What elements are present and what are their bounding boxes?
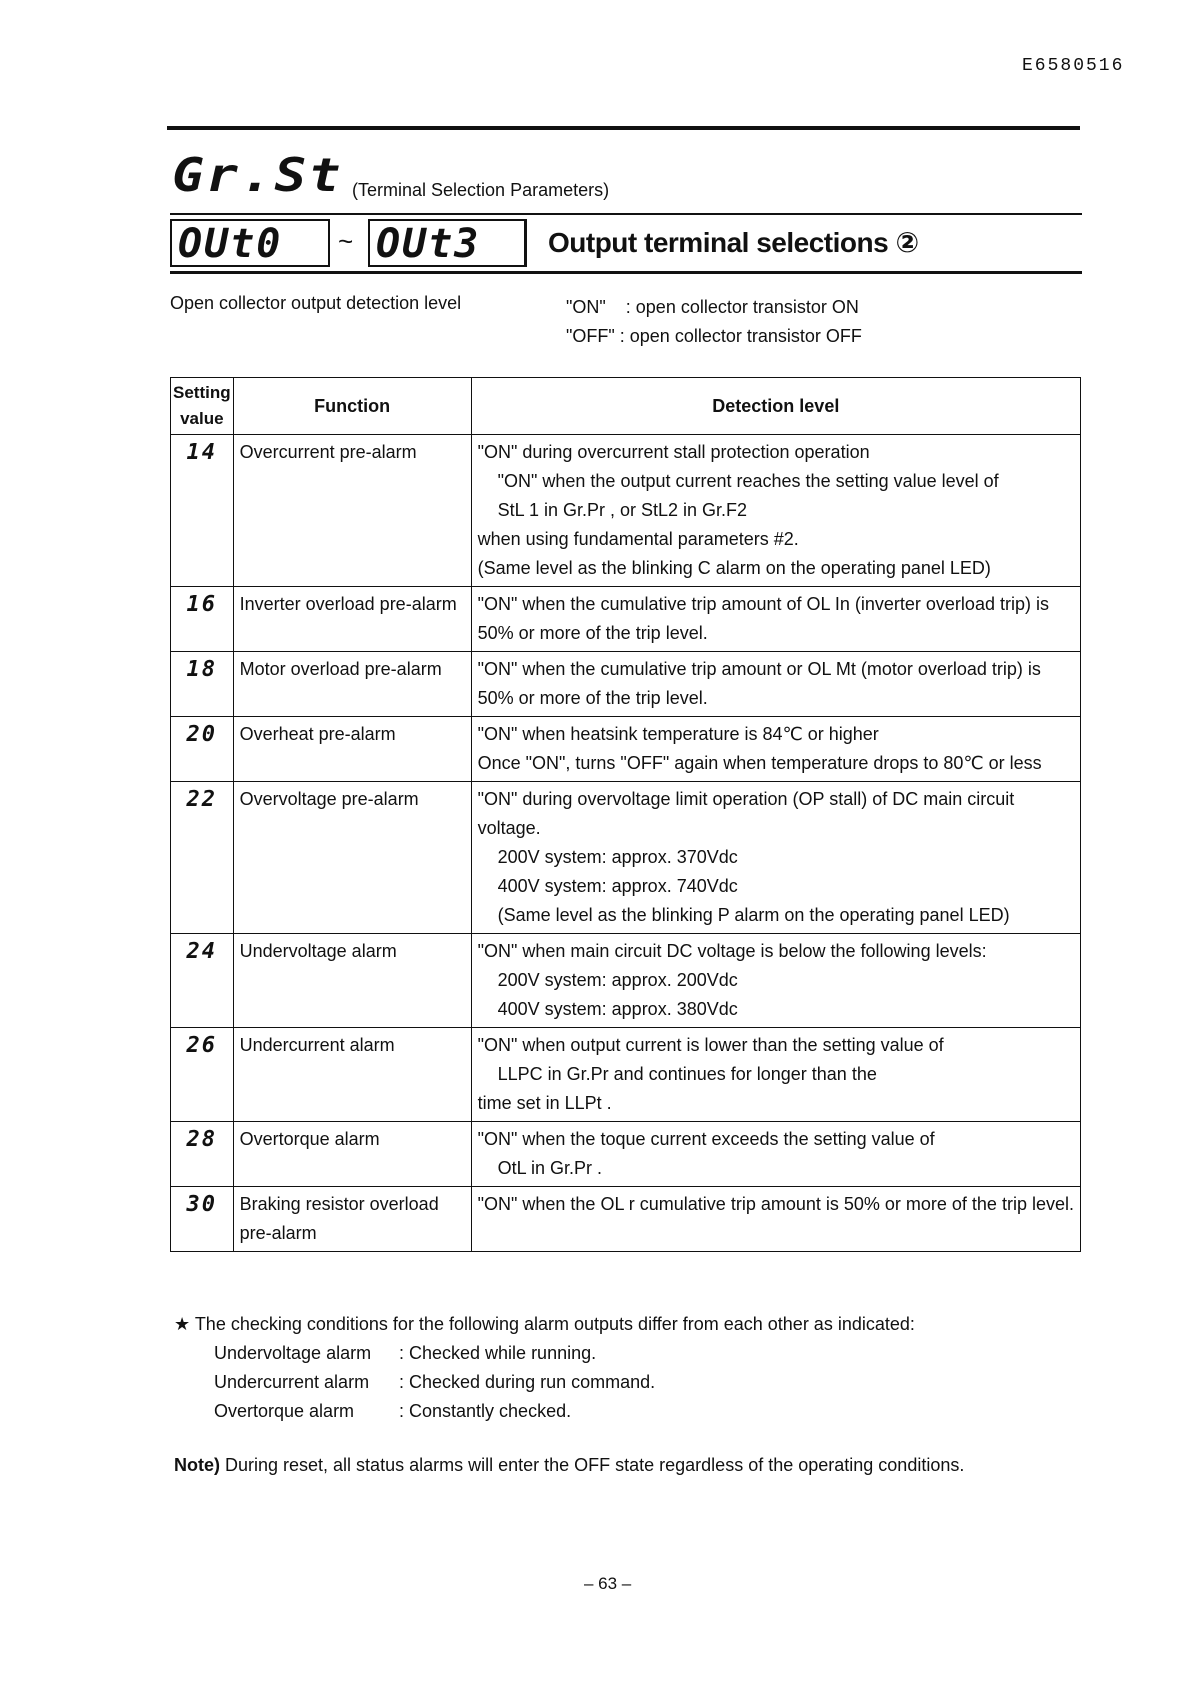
setting-value-cell: 28 — [171, 1122, 234, 1187]
legend-off: "OFF" : open collector transistor OFF — [566, 326, 862, 346]
detection-line: "ON" when the output current reaches the setting value level of — [497, 471, 999, 491]
setting-value-cell: 18 — [171, 652, 234, 717]
detection-line: time set in LLPt . — [477, 1093, 612, 1113]
document-id: E6580516 — [1022, 56, 1125, 76]
group-label: (Terminal Selection Parameters) — [352, 180, 610, 200]
title-divider — [525, 219, 527, 267]
table-row — [171, 652, 1081, 717]
table-row — [171, 587, 1081, 652]
function-cell: Braking resistor overload pre-alarm — [233, 1187, 471, 1252]
detection-line: Once "ON", turns "OFF" again when temperature drops to 80℃ or less — [477, 753, 1042, 773]
detection-cell — [471, 717, 1080, 782]
legend-on: "ON" : open collector transistor ON — [566, 297, 859, 317]
detection-line: 400V system: approx. 380Vdc — [497, 999, 738, 1019]
function-cell: Motor overload pre-alarm — [233, 652, 471, 717]
detection-line: (Same level as the blinking P alarm on the operating panel LED) — [497, 905, 1010, 925]
detection-line: "ON" when output current is lower than the setting value of — [477, 1035, 944, 1055]
table-row — [171, 1028, 1081, 1122]
detection-cell — [471, 934, 1080, 1028]
setting-value-cell: 20 — [171, 717, 234, 782]
note-text: During reset, all status alarms will enter the OFF state regardless of the operating conditions. — [220, 1455, 965, 1475]
function-cell: Overvoltage pre-alarm — [233, 782, 471, 934]
detection-line: "ON" when the cumulative trip amount of OL In (inverter overload trip) is 50% or more of the trip level. — [477, 594, 1049, 643]
header-function: Function — [233, 378, 471, 435]
table-row — [171, 1187, 1081, 1252]
intro-legend — [566, 293, 862, 351]
detection-line: "ON" when the toque current exceeds the setting value of — [477, 1129, 935, 1149]
note — [174, 1455, 964, 1476]
detection-line: "ON" during overcurrent stall protection operation — [477, 442, 870, 462]
setting-value-cell: 26 — [171, 1028, 234, 1122]
section-title: Output terminal selections ② — [548, 227, 919, 258]
function-cell: Undercurrent alarm — [233, 1028, 471, 1122]
detection-cell — [471, 782, 1080, 934]
detection-cell — [471, 1122, 1080, 1187]
footnote — [174, 1310, 915, 1426]
detection-cell — [471, 1187, 1080, 1252]
detection-line: StL 1 in Gr.Pr , or StL2 in Gr.F2 — [497, 500, 748, 520]
detection-line: "ON" during overvoltage limit operation (OP stall) of DC main circuit voltage. — [477, 789, 1015, 838]
note-label: Note) — [174, 1455, 220, 1475]
table-row — [171, 1122, 1081, 1187]
section-rule — [170, 213, 1082, 215]
header-detection-level: Detection level — [471, 378, 1080, 435]
detection-line: LLPC in Gr.Pr and continues for longer than the — [497, 1064, 877, 1084]
page-number: – 63 – — [584, 1574, 632, 1593]
function-cell: Inverter overload pre-alarm — [233, 587, 471, 652]
range-separator: ~ — [338, 226, 354, 256]
function-cell: Overcurrent pre-alarm — [233, 435, 471, 587]
detection-line: (Same level as the blinking C alarm on the operating panel LED) — [477, 558, 991, 578]
table-row — [171, 435, 1081, 587]
setting-value-cell: 30 — [171, 1187, 234, 1252]
footnote-item: Undercurrent alarm : Checked during run command. — [214, 1372, 656, 1392]
detection-line: "ON" when the cumulative trip amount or OL Mt (motor overload trip) is 50% or more of the trip level. — [477, 659, 1041, 708]
detection-cell — [471, 652, 1080, 717]
detection-line: when using fundamental parameters #2. — [477, 529, 799, 549]
group-code: Gr.St — [172, 148, 343, 202]
footnote-item: Undervoltage alarm : Checked while running. — [214, 1343, 597, 1363]
table-header-row — [171, 378, 1081, 435]
setting-value-cell: 14 — [171, 435, 234, 587]
detection-line: OtL in Gr.Pr . — [497, 1158, 602, 1178]
title-rule — [170, 271, 1082, 274]
detection-table — [170, 377, 1081, 1252]
table-row — [171, 717, 1081, 782]
header-setting-value: Setting value — [171, 378, 234, 435]
table-row — [171, 934, 1081, 1028]
detection-line: 400V system: approx. 740Vdc — [497, 876, 738, 896]
setting-value-cell: 16 — [171, 587, 234, 652]
top-rule — [167, 126, 1080, 130]
detection-cell — [471, 587, 1080, 652]
footnote-intro: ★ The checking conditions for the following alarm outputs differ from each other as indicated: — [174, 1314, 915, 1334]
detection-line: 200V system: approx. 200Vdc — [497, 970, 738, 990]
param-to-box: OUt3 — [368, 219, 526, 267]
param-from-box: OUt0 — [170, 219, 330, 267]
detection-cell — [471, 1028, 1080, 1122]
intro-description: Open collector output detection level — [170, 293, 462, 313]
footnote-item: Overtorque alarm : Constantly checked. — [214, 1401, 572, 1421]
detection-line: "ON" when the OL r cumulative trip amount is 50% or more of the trip level. — [477, 1194, 1074, 1214]
detection-line: 200V system: approx. 370Vdc — [497, 847, 738, 867]
function-cell: Undervoltage alarm — [233, 934, 471, 1028]
table-row — [171, 782, 1081, 934]
function-cell: Overtorque alarm — [233, 1122, 471, 1187]
detection-line: "ON" when heatsink temperature is 84℃ or higher — [477, 724, 879, 744]
detection-cell — [471, 435, 1080, 587]
setting-value-cell: 24 — [171, 934, 234, 1028]
detection-line: "ON" when main circuit DC voltage is below the following levels: — [477, 941, 987, 961]
function-cell: Overheat pre-alarm — [233, 717, 471, 782]
setting-value-cell: 22 — [171, 782, 234, 934]
